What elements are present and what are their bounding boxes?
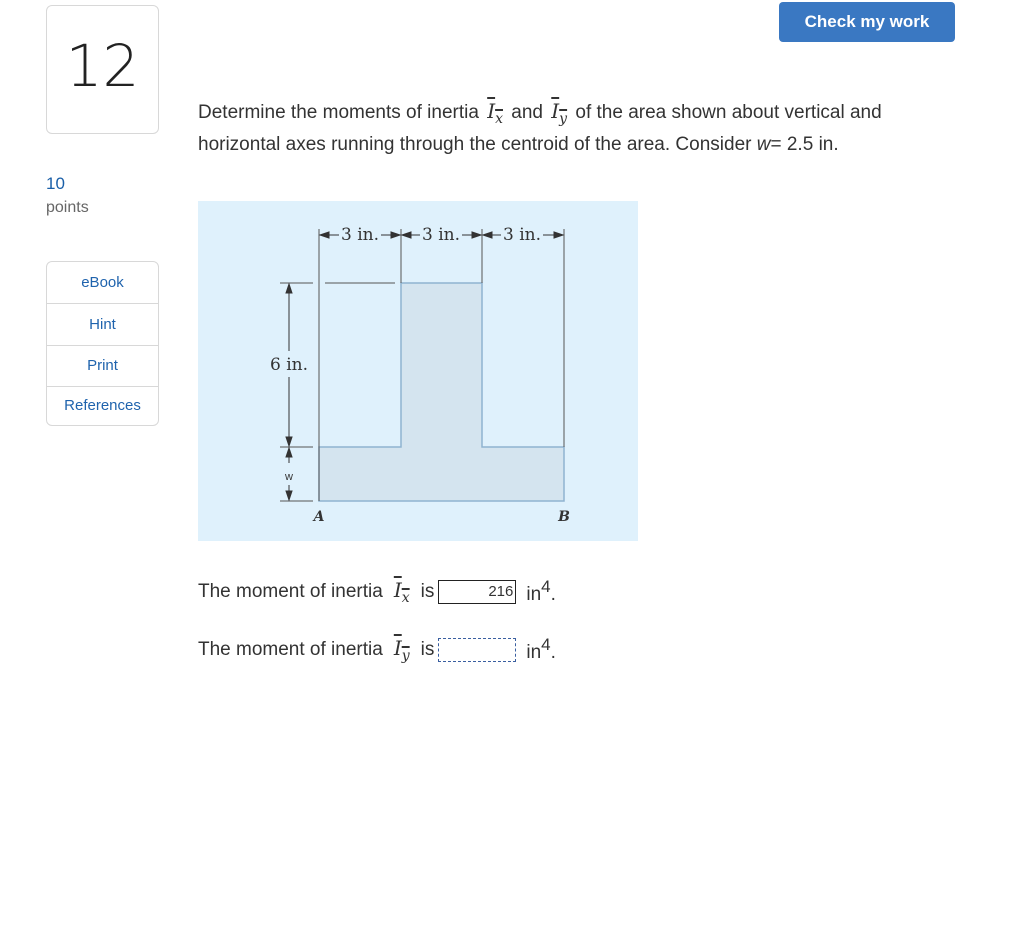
answer-row-ix — [198, 577, 556, 606]
ebook-link[interactable]: eBook — [47, 262, 158, 304]
answer-iy-symbol: $I_y$ — [393, 635, 410, 664]
iy-symbol: $I_y$ — [551, 99, 568, 127]
dim-left-label: 6 in. — [269, 355, 309, 375]
answer-iy-unit: $in^4$. — [526, 635, 556, 663]
references-link[interactable]: References — [64, 397, 141, 414]
answer-ix-is: is — [420, 580, 435, 602]
prompt-text-2: and — [511, 102, 543, 123]
iy-answer-field[interactable] — [438, 638, 516, 662]
w-value: = 2.5 — [770, 134, 814, 155]
answer-ix-text: The moment of inertia — [198, 580, 383, 602]
point-a-label: A — [313, 509, 325, 525]
dim-w-label: w — [285, 471, 293, 483]
answer-ix-unit: $in^4$. — [526, 577, 556, 605]
points-value: 10 — [46, 174, 65, 193]
print-link[interactable]: Print — [47, 346, 158, 387]
ix-symbol: $I_x$ — [487, 99, 503, 127]
points-label: points — [46, 199, 89, 216]
cross-section-figure — [198, 201, 638, 541]
answer-iy-text: The moment of inertia — [198, 638, 383, 660]
answer-ix-symbol: $I_x$ — [393, 577, 410, 606]
answer-row-iy — [198, 635, 556, 664]
t-shape-area — [319, 283, 564, 501]
answer-iy-is: is — [420, 638, 435, 660]
point-b-label: B — [558, 509, 570, 525]
dim-top-3-label: 3 in. — [502, 225, 542, 245]
check-my-work-button[interactable]: Check my work — [779, 2, 955, 42]
w-variable: w — [756, 134, 771, 155]
w-unit: in. — [818, 134, 839, 155]
tools-panel — [46, 261, 159, 426]
ix-answer-field[interactable] — [438, 580, 516, 604]
cross-section-diagram — [198, 201, 638, 541]
dim-top-1-label: 3 in. — [340, 225, 380, 245]
prompt-text-1: Determine the moments of inertia — [198, 102, 479, 123]
dim-top-2-label: 3 in. — [421, 225, 461, 245]
question-number: 12 — [65, 31, 140, 100]
question-prompt — [198, 98, 968, 158]
question-number-box — [46, 5, 159, 134]
hint-link[interactable]: Hint — [47, 304, 158, 346]
prompt-text-3: of the area shown about vertical and horizontal axes running through the centroid of the area. Consider — [198, 102, 882, 155]
vertical-dimension-arrows — [286, 284, 292, 500]
